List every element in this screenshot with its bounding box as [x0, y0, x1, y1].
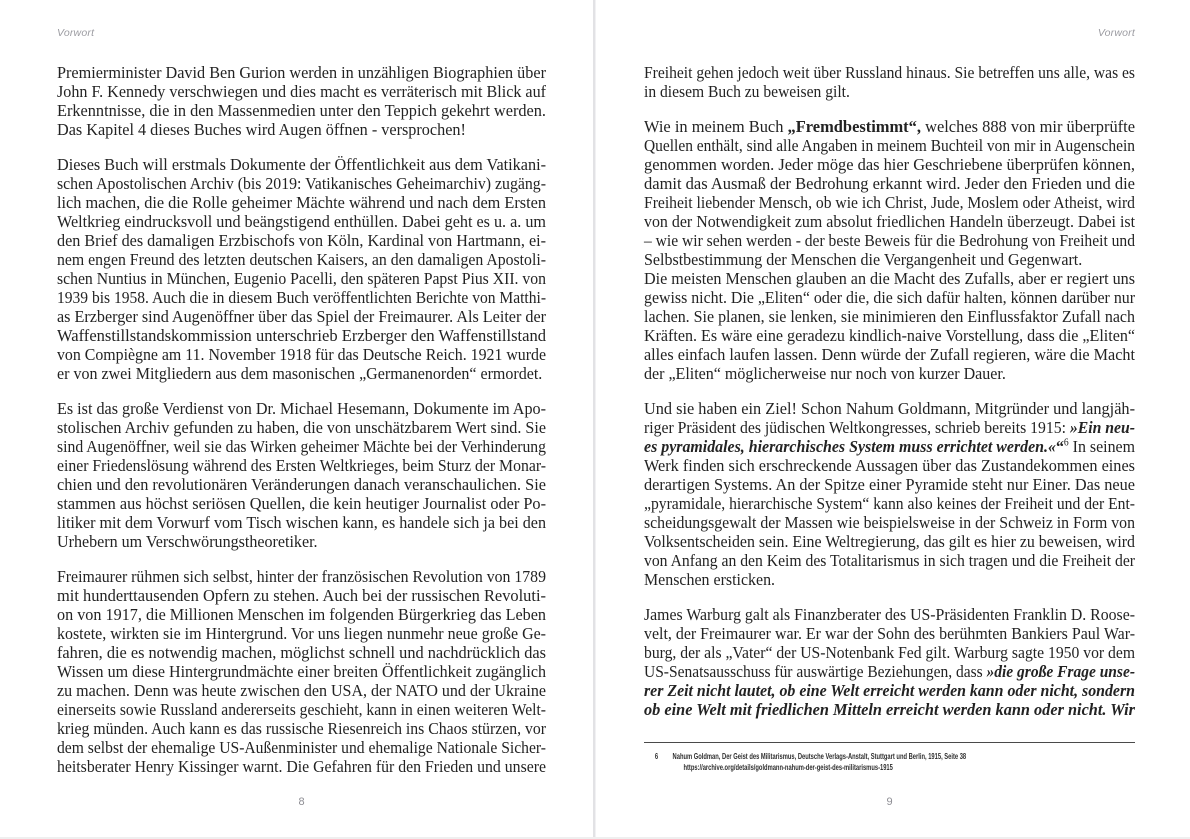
text-line	[57, 586, 546, 605]
text-segment: Volksentscheiden sein. Eine Weltregierung, das gilt es hier zu beweisen, wird	[644, 532, 1135, 551]
text-segment: Freimaurer rühmen sich selbst, hinter der französischen Revolution von 1789	[57, 567, 546, 586]
text-segment: In seinem	[1068, 437, 1135, 456]
text-segment: damit das Ausmaß der Bedrohung erkannt wird. Jeder den Frieden und die	[644, 174, 1135, 193]
page-left	[57, 0, 546, 839]
page-number-left: 8	[298, 796, 305, 808]
text-line	[644, 643, 1135, 662]
text-segment: John F. Kennedy verschwiegen und dies macht es verräterisch mit Blick auf	[57, 82, 546, 101]
text-segment: dem selbst der ehemalige US-Außenminister und ehemalige Nationale Sicher-	[57, 738, 546, 757]
text-segment: Quellen enthält, sind alle Angaben in meinem Buchteil von mir in Augenschein	[644, 136, 1135, 155]
text-segment: schen Apostolischen Archiv (bis 2019: Vatikanisches Geheimarchiv) zugäng-	[57, 174, 546, 193]
text-segment: James Warburg galt als Finanzberater des US-Präsidenten Franklin D. Roose-	[644, 605, 1135, 624]
text-segment: von der Notwendigkeit zum absolut friedlichen Handeln überzeugt. Dabei ist	[644, 212, 1135, 231]
text-line	[644, 288, 1135, 307]
page-right	[644, 0, 1135, 839]
text-line	[57, 757, 546, 776]
text-segment-b: “	[1055, 437, 1064, 456]
text-segment: stolischen Archiv gefunden zu haben, die von unschätzbarem Wert sind. Sie	[57, 418, 546, 437]
page-right-body	[644, 63, 1135, 735]
text-segment: lich machen, die die Rolle geheimer Mächte während und nach dem Ersten	[57, 193, 546, 212]
text-line	[57, 120, 546, 139]
text-line	[57, 399, 546, 418]
text-segment: chien und den revolutionären Veränderungen danach veranschaulichen. Sie	[57, 475, 546, 494]
text-segment: Kräften. Es wäre eine geradezu kindlich-naive Vorstellung, dass die „Eliten“	[644, 326, 1135, 345]
text-line	[644, 605, 1135, 624]
text-segment-bi: »die große Frage unse-	[986, 662, 1135, 681]
footnote-divider	[644, 742, 1135, 743]
text-segment: mit hunderttausenden Opfern zu stehen. Auch bei der russischen Revoluti-	[57, 586, 546, 605]
text-segment: von Compiègne am 11. November 1918 für das Deutsche Reich. 1921 wurde	[57, 345, 546, 364]
text-line	[57, 494, 546, 513]
text-segment: er von zwei Mitgliedern aus dem masonischen „Germanenorden“ ermordet.	[57, 364, 543, 383]
text-line	[57, 174, 546, 193]
text-segment: US-Senatsausschuss für auswärtige Beziehungen, dass	[644, 662, 987, 681]
text-segment: Freiheit liebender Mensch, ob wie ich Christ, Jude, Moslem oder Atheist, wird	[644, 193, 1135, 212]
text-line	[57, 532, 546, 551]
text-line	[644, 662, 1135, 681]
text-segment: heitsberater Henry Kissinger warnt. Die Gefahren für den Frieden und unsere	[57, 757, 546, 776]
text-segment: Menschen ersticken.	[644, 570, 776, 589]
text-segment: krieg münden. Auch kann es das russische Riesenreich ins Chaos stürzen, vor	[57, 719, 546, 738]
text-segment: sind Augenöffner, weil sie das Wirken geheimer Mächte bei der Verhinderung	[57, 437, 546, 456]
text-line	[644, 174, 1135, 193]
text-line	[644, 345, 1135, 364]
text-line	[57, 643, 546, 662]
text-segment: Waffenstillstandskommission unterschrieb Erzberger den Waffenstillstand	[57, 326, 546, 345]
text-segment: stammen aus höchst seriösen Quellen, die kein heutiger Journalist oder Po-	[57, 494, 546, 513]
text-segment: Und sie haben ein Ziel! Schon Nahum Goldmann, Mitgründer und langjäh-	[644, 399, 1135, 418]
text-line	[644, 399, 1135, 418]
text-segment: von Anfang an den Keim des Totalitarismus in sich tragen und die Freiheit der	[644, 551, 1135, 570]
text-line	[57, 513, 546, 532]
text-line	[644, 700, 1135, 719]
text-segment-sup: 6	[1063, 437, 1069, 449]
text-segment: schen Nuntius in München, Eugenio Pacelli, den späteren Papst Pius XII. von	[57, 269, 546, 288]
text-segment: der „Eliten“ möglicherweise nur noch von kurzer Dauer.	[644, 364, 1006, 383]
text-line	[57, 719, 546, 738]
text-segment: Selbstbestimmung der Menschen die Vergangenheit und Gegenwart.	[644, 250, 1083, 269]
text-line	[644, 456, 1135, 475]
text-segment-bi: ob eine Welt mit friedlichen Mitteln erreicht werden kann oder nicht. Wir	[644, 700, 1135, 719]
text-segment: welches 888 von mir überprüfte	[920, 117, 1135, 136]
text-line	[644, 231, 1135, 250]
text-segment-bi: rer Zeit nicht lautet, ob eine Welt erreicht werden kann oder nicht, sondern	[644, 681, 1135, 700]
text-line	[57, 418, 546, 437]
text-segment: Premierminister David Ben Gurion werden in unzähligen Biographien über	[57, 63, 546, 82]
text-segment: Die meisten Menschen glauben an die Macht des Zufalls, aber er regiert uns	[644, 269, 1135, 288]
text-line	[57, 269, 546, 288]
text-line	[57, 155, 546, 174]
text-line	[644, 212, 1135, 231]
text-line	[644, 418, 1135, 437]
text-line	[57, 662, 546, 681]
text-segment: Freiheit gehen jedoch weit über Russland hinaus. Sie betreffen uns alle, was es	[644, 63, 1135, 82]
paragraph	[57, 155, 546, 383]
text-line	[644, 681, 1135, 700]
text-segment: Erkenntnisse, die in den Massenmedien unter den Teppich gekehrt werden.	[57, 101, 546, 120]
footnote-number: 6	[654, 751, 659, 761]
text-segment: Es ist das große Verdienst von Dr. Michael Hesemann, Dokumente im Apo-	[57, 399, 546, 418]
text-segment: Werk finden sich erschreckende Aussagen über das Zustandekommen eines	[644, 456, 1135, 475]
text-segment: Wie in meinem Buch	[644, 117, 788, 136]
text-line	[644, 532, 1135, 551]
text-line	[57, 212, 546, 231]
running-header-left: Vorwort	[57, 27, 95, 39]
text-line	[644, 250, 1135, 269]
text-segment: fahren, die es notwendig machen, möglichst schnell und nachdrücklich das	[57, 643, 546, 662]
text-line	[57, 364, 546, 383]
text-line	[57, 567, 546, 586]
text-segment: Das Kapitel 4 dieses Buches wird Augen öffnen - versprochen!	[57, 120, 466, 139]
text-segment: velt, der Freimaurer war. Er war der Sohn des berühmten Bankiers Paul War-	[644, 624, 1135, 643]
text-line	[57, 437, 546, 456]
text-line	[57, 345, 546, 364]
text-segment: kostete, wirkten sie im Hintergrund. Vor uns liegen nunmehr neue große Ge-	[57, 624, 546, 643]
text-line	[57, 193, 546, 212]
text-line	[644, 570, 1135, 589]
text-line	[644, 63, 1135, 82]
text-line	[644, 136, 1135, 155]
text-segment: – wie wir sehen werden - der beste Beweis für die Bedrohung von Freiheit und	[644, 231, 1135, 250]
text-segment: 1939 bis 1958. Auch die in diesem Buch veröffentlichten Berichte von Matthi-	[57, 288, 546, 307]
text-line	[57, 250, 546, 269]
paragraph	[57, 63, 546, 139]
text-line	[644, 551, 1135, 570]
paragraph	[644, 605, 1135, 719]
text-line	[57, 101, 546, 120]
text-line	[644, 307, 1135, 326]
footnote-section	[644, 742, 1135, 773]
text-line	[644, 475, 1135, 494]
text-line	[57, 700, 546, 719]
text-segment: Urhebern um Verschwörungstheoretiker.	[57, 532, 318, 551]
text-segment-b: „Fremdbestimmt“,	[787, 117, 921, 136]
text-segment-bi: es pyramidales, hierarchisches System muss errichtet werden.«	[644, 437, 1056, 456]
text-line	[644, 269, 1135, 288]
text-segment: einerseits sowie Russland andererseits geschieht, kann in einen weiteren Welt-	[57, 700, 546, 719]
text-segment: lachen. Sie planen, sie lenken, sie minimieren den Einflussfaktor Zufall nach	[644, 307, 1135, 326]
footnote-entry	[644, 751, 978, 762]
text-line	[644, 82, 1135, 101]
text-segment: Weltkrieg eindrucksvoll und beängstigend enthüllen. Dabei geht es u. a. um	[57, 212, 546, 231]
text-segment: gewiss nicht. Die „Eliten“ oder die, die sich dafür halten, können darüber nur	[644, 288, 1135, 307]
text-line	[644, 326, 1135, 345]
text-segment: riger Präsident des jüdischen Weltkongresses, schrieb bereits 1915:	[644, 418, 1070, 437]
footnote-url: https://archive.org/details/goldmann-nahum-der-geist-des-militarismus-1915	[683, 762, 893, 772]
text-segment: zu machen. Denn was heute zwischen den USA, der NATO und der Ukraine	[57, 681, 546, 700]
text-line	[57, 307, 546, 326]
text-segment: on von 1917, die Millionen Menschen im folgenden Bürgerkrieg das Leben	[57, 605, 546, 624]
text-line	[644, 155, 1135, 174]
text-segment: einer Friedenslösung während des Ersten Weltkrieges, beim Sturz der Monar-	[57, 456, 546, 475]
text-segment: burg, der als „Vater“ der US-Notenbank Fed gilt. Warburg sagte 1950 vor dem	[644, 643, 1135, 662]
text-segment: as Erzberger sind Augenöffner über das Spiel der Freimaurer. Als Leiter der	[57, 307, 546, 326]
text-line	[644, 117, 1135, 136]
paragraph	[57, 399, 546, 551]
text-line	[57, 475, 546, 494]
text-segment: derartigen Systems. An der Spitze einer Pyramide steht nur Einer. Das neue	[644, 475, 1135, 494]
text-line	[57, 326, 546, 345]
text-segment: in diesem Buch zu beweisen gilt.	[644, 82, 850, 101]
text-segment: Wissen um diese Hintergrundmächte einer breiten Öffentlichkeit zugänglich	[57, 662, 546, 681]
text-segment-bi: »Ein neu-	[1069, 418, 1135, 437]
text-line	[644, 364, 1135, 383]
text-segment: scheidungsgewalt der Massen wie beispielsweise in der Schweiz in Form von	[644, 513, 1135, 532]
text-segment: nem engen Freund des letzten deutschen Kaisers, an den damaligen Apostoli-	[57, 250, 546, 269]
running-header-right: Vorwort	[1097, 27, 1135, 39]
text-line	[644, 494, 1135, 513]
text-line	[57, 288, 546, 307]
text-line	[644, 513, 1135, 532]
text-line	[57, 231, 546, 250]
text-segment: „pyramidale, hierarchische System“ kann also keines der Freiheit und der Ent-	[644, 494, 1135, 513]
paragraph	[644, 399, 1135, 589]
text-line	[57, 63, 546, 82]
text-segment: litiker mit dem Vorwurf vom Tisch wischen kann, es handele sich ja bei den	[57, 513, 546, 532]
page-gutter-divider	[593, 0, 595, 839]
page-left-body	[57, 63, 546, 792]
text-segment: alles einfach laufen lassen. Denn würde der Zufall regieren, wäre die Macht	[644, 345, 1135, 364]
paragraph	[644, 117, 1135, 383]
text-line	[57, 82, 546, 101]
footnote-url-row	[644, 762, 978, 773]
text-segment: genommen worden. Jeder möge das hier Geschriebene überprüfen können,	[644, 155, 1135, 174]
text-line	[57, 681, 546, 700]
page-number-right: 9	[886, 796, 893, 808]
footnote-text: Nahum Goldman, Der Geist des Militarismus, Deutsche Verlags-Anstalt, Stuttgart und Berlin, 1915, Seite 38	[672, 751, 967, 761]
text-line	[644, 437, 1135, 456]
text-line	[57, 605, 546, 624]
paragraph	[644, 63, 1135, 101]
text-line	[57, 456, 546, 475]
text-line	[644, 624, 1135, 643]
text-segment: Dieses Buch will erstmals Dokumente der Öffentlichkeit aus dem Vatikani-	[57, 155, 546, 174]
text-line	[57, 738, 546, 757]
text-segment: den Brief des damaligen Erzbischofs von Köln, Kardinal von Hartmann, ei-	[57, 231, 546, 250]
text-line	[644, 193, 1135, 212]
paragraph	[57, 567, 546, 776]
text-line	[57, 624, 546, 643]
